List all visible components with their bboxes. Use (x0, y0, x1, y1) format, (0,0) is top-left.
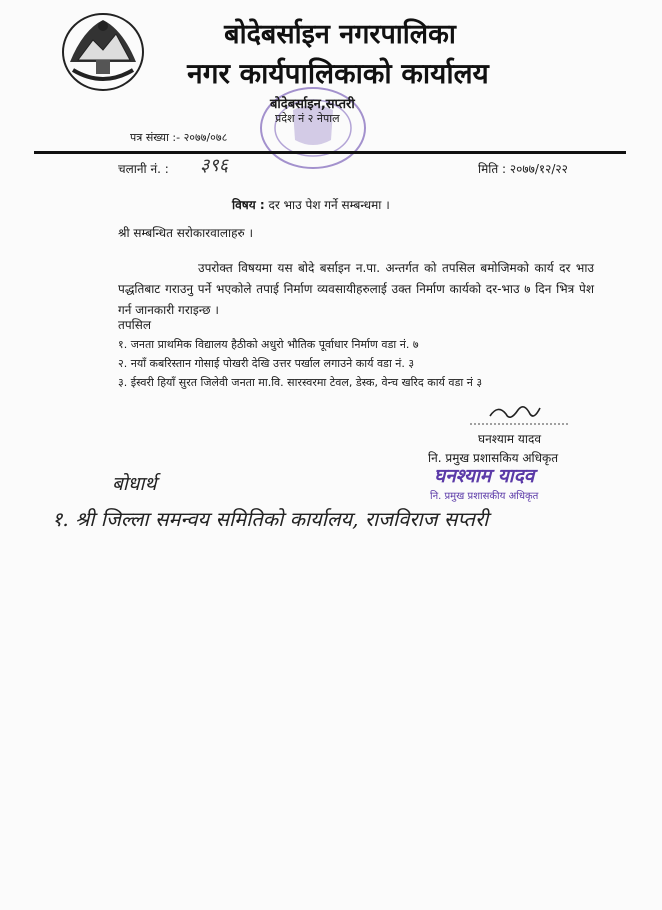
name-stamp: घनश्याम यादव (434, 465, 535, 487)
list-item: ३. ईस्वरी हियाँ सुरत जिलेवी जनता मा.वि. सारस्वरमा टेवल, डेस्क, वेन्च खरिद कार्य वडा नं ३ (118, 376, 483, 389)
tapasil-label: तपसिल (118, 318, 152, 332)
handwritten-cc-line: १. श्री जिल्ला समन्वय समितिको कार्यालय, राजविराज सप्तरी (52, 507, 489, 531)
address-line-1: बोदेबर्साइन,सप्तरी (270, 97, 355, 112)
list-item: १. जनता प्राथमिक विद्यालय हैठीको अधुरो भौतिक पूर्वाधार निर्माण वडा नं. ७ (118, 338, 419, 351)
header-divider (34, 151, 626, 154)
nepal-emblem-logo (58, 10, 148, 94)
signatory-name: घनश्याम यादव (478, 432, 542, 446)
municipality-name: बोदेबर्साइन नगरपालिका (224, 19, 456, 50)
title-stamp: नि. प्रमुख प्रशासकीय अधिकृत (430, 491, 539, 502)
subject-line (232, 196, 390, 213)
dispatch-number: ३९६ (200, 155, 229, 176)
subject-text: दर भाउ पेश गर्ने सम्बन्धमा । (268, 198, 390, 212)
signature-scribble (440, 394, 570, 434)
dispatch-label: चलानी नं. : (118, 162, 169, 176)
salutation: श्री सम्बन्धित सरोकारवालाहरु । (118, 226, 254, 240)
reference-number: पत्र संख्या :- २०७७/०७८ (130, 131, 228, 144)
list-item: २. नयाँ कबरिस्तान गोसाई पोखरी देखि उत्तर पर्खाल लगाउने कार्य वडा नं. ३ (118, 357, 415, 370)
subject-label: विषय : (232, 198, 265, 212)
signatory-title: नि. प्रमुख प्रशासकिय अधिकृत (428, 451, 559, 465)
letter-body: उपरोक्त विषयमा यस बोदे बर्साइन न.पा. अन्तर्गत को तपसिल बमोजिमको कार्य दर भाउ पद्धतिबाट गराउनु पर्ने भएकोले तपाई निर्माण व्यवसायीहरुलाई उक्त निर्माण कार्यको दर-भाउ ७ दिन भित्र पेश गर्न जानकारी गराइन्छ । (118, 261, 594, 317)
handwritten-cc-label: बोधार्थ (112, 473, 157, 495)
office-name: नगर कार्यपालिकाको कार्यालय (187, 57, 489, 90)
address-line-2: प्रदेश नं २ नेपाल (275, 112, 340, 125)
letter-date: मिति : २०७७/१२/२२ (478, 162, 568, 176)
